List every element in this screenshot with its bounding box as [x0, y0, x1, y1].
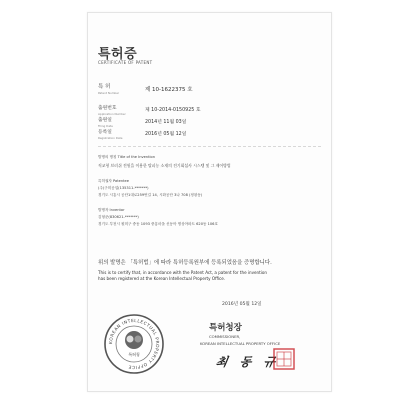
patentee-address: 경기도 시흥시 공단1대로259번길 14, 시화공단 3나 708 (정왕동)	[98, 193, 203, 197]
office-title-kr: 특허청장	[209, 323, 242, 333]
filing-date-label: 출원일 Filing Date	[98, 118, 113, 128]
kipo-seal-logo	[103, 313, 165, 375]
issue-date: 2016년 05월 12일	[222, 302, 262, 307]
office-title-en: COMMISSIONER,	[209, 334, 241, 339]
certificate-title-en: CERTIFICATE OF PATENT	[98, 60, 153, 65]
commissioner-signature: 최 동 규	[214, 355, 281, 369]
patent-label: 특 허 Patent Number	[98, 84, 120, 95]
registration-date-label: 등록일 Registration Date	[98, 130, 123, 140]
divider	[98, 146, 321, 147]
svg-text:특허청: 특허청	[128, 352, 140, 357]
registration-date: 2016년 05월 12일	[145, 132, 187, 137]
application-number: 제 10-2014-0150925 호	[145, 108, 201, 113]
certification-statement-kr: 위의 발명은 「특허법」에 따라 특허등록원부에 등록되었음을 증명합니다.	[98, 260, 272, 266]
invention-title: 직교형 브러쉬 전원을 이용한 탈피농 소재의 전기회섬사 시스템 및 그 제어방법	[98, 163, 231, 168]
certificate-document	[87, 12, 332, 392]
inventor-label: 발명자 Inventor	[98, 208, 125, 212]
inventor-address: 경기도 부천시 원미구 중동 1093 중흥마을 신동아 명상아파트 620동 106호	[98, 222, 218, 226]
filing-date: 2014년 11월 03일	[145, 120, 187, 125]
certification-statement-en: This is to certify that, in accordance with the Patent Act, a patent for the invention has been registered at the Korean Intellectual Property Office.	[98, 270, 267, 281]
patentee-name: (주)구미공업(135311-*******)	[98, 186, 149, 190]
inventor-name: 김형준(830621-*******)	[98, 215, 139, 219]
office-name-en: KOREAN INTELLECTUAL PROPERTY OFFICE	[200, 341, 281, 346]
application-label: 출원번호 Application Number	[98, 106, 126, 116]
svg-text:KOREAN INTELLECTUAL PROPERTY O: KOREAN INTELLECTUAL PROPERTY OFFICE	[108, 318, 160, 370]
invention-label: 발명의 명칭 Title of the Invention	[98, 155, 155, 159]
certificate-title: 특허증	[98, 47, 138, 62]
official-red-stamp-icon	[273, 348, 295, 370]
patentee-label: 특허권자 Patentee	[98, 179, 129, 183]
patent-number: 제 10-1622375 호	[145, 87, 193, 93]
